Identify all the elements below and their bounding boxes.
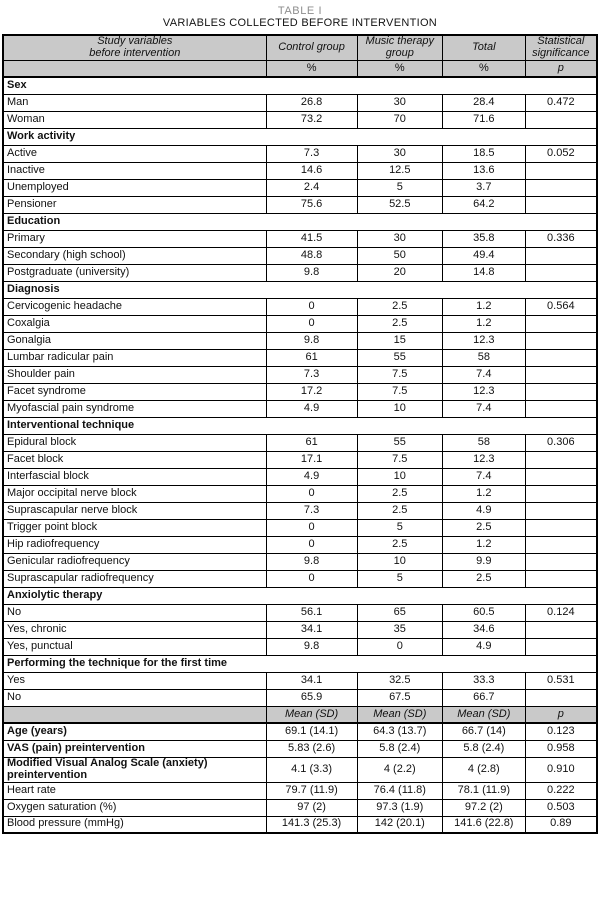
section-header-row (3, 281, 597, 298)
p-value: 0.89 (525, 816, 597, 833)
p-value (525, 366, 597, 383)
music-therapy-value: 7.5 (357, 451, 443, 468)
total-value: 12.3 (443, 383, 526, 400)
music-therapy-value: 35 (357, 621, 443, 638)
p-value (525, 468, 597, 485)
section-title: Anxiolytic therapy (3, 587, 597, 604)
p-value (525, 536, 597, 553)
data-row (3, 315, 597, 332)
p-value: 0.958 (525, 740, 597, 757)
data-row (3, 519, 597, 536)
row-label: Facet syndrome (3, 383, 266, 400)
row-label: Primary (3, 230, 266, 247)
row-label: Yes (3, 672, 266, 689)
column-header-music-therapy-group: Music therapy group (357, 35, 443, 60)
control-group-value: 14.6 (266, 162, 357, 179)
row-label: Myofascial pain syndrome (3, 400, 266, 417)
control-group-value: 0 (266, 298, 357, 315)
music-therapy-value: 2.5 (357, 315, 443, 332)
music-therapy-value: 30 (357, 94, 443, 111)
p-value: 0.472 (525, 94, 597, 111)
music-therapy-value: 142 (20.1) (357, 816, 443, 833)
music-therapy-value: 15 (357, 332, 443, 349)
p-value (525, 247, 597, 264)
total-value: 18.5 (443, 145, 526, 162)
mean-data-row (3, 723, 597, 740)
music-therapy-value: 32.5 (357, 672, 443, 689)
control-group-value: 0 (266, 485, 357, 502)
total-value: 64.2 (443, 196, 526, 213)
data-row (3, 570, 597, 587)
row-label: Epidural block (3, 434, 266, 451)
p-value: 0.336 (525, 230, 597, 247)
music-therapy-value: 70 (357, 111, 443, 128)
column-header-control-group: Control group (266, 35, 357, 60)
total-value: 49.4 (443, 247, 526, 264)
p-value: 0.306 (525, 434, 597, 451)
total-value: 2.5 (443, 519, 526, 536)
total-value: 66.7 (14) (443, 723, 526, 740)
p-value: 0.503 (525, 799, 597, 816)
section-header-row (3, 213, 597, 230)
music-therapy-value: 52.5 (357, 196, 443, 213)
control-group-value: 79.7 (11.9) (266, 782, 357, 799)
row-label: Cervicogenic headache (3, 298, 266, 315)
total-value: 78.1 (11.9) (443, 782, 526, 799)
percent-header-total: % (443, 60, 526, 77)
row-label: Blood pressure (mmHg) (3, 816, 266, 833)
data-row (3, 94, 597, 111)
p-value: 0.910 (525, 757, 597, 782)
section-title: Work activity (3, 128, 597, 145)
music-therapy-value: 12.5 (357, 162, 443, 179)
p-value (525, 264, 597, 281)
row-label: Age (years) (3, 723, 266, 740)
data-row (3, 672, 597, 689)
column-header-statistical-significance: Statistical significance (525, 35, 597, 60)
column-header-total: Total (443, 35, 526, 60)
music-therapy-value: 76.4 (11.8) (357, 782, 443, 799)
section-header-row (3, 417, 597, 434)
row-label: VAS (pain) preintervention (3, 740, 266, 757)
p-value (525, 332, 597, 349)
total-value: 12.3 (443, 451, 526, 468)
control-group-value: 41.5 (266, 230, 357, 247)
p-value: 0.123 (525, 723, 597, 740)
data-row (3, 434, 597, 451)
data-row (3, 298, 597, 315)
total-value: 7.4 (443, 400, 526, 417)
total-value: 7.4 (443, 468, 526, 485)
music-therapy-value: 7.5 (357, 383, 443, 400)
column-header-variables-line1: Study variables (97, 35, 173, 47)
music-therapy-value: 55 (357, 434, 443, 451)
control-group-value: 34.1 (266, 621, 357, 638)
total-value: 66.7 (443, 689, 526, 706)
music-therapy-value: 50 (357, 247, 443, 264)
mean-subheader-empty-cell (3, 706, 266, 723)
music-therapy-value: 5 (357, 519, 443, 536)
total-value: 7.4 (443, 366, 526, 383)
control-group-value: 4.9 (266, 400, 357, 417)
data-row (3, 536, 597, 553)
row-label: Trigger point block (3, 519, 266, 536)
section-header-row (3, 77, 597, 94)
data-row (3, 553, 597, 570)
row-label: Modified Visual Analog Scale (anxiety) preintervention (3, 757, 266, 782)
music-therapy-value: 5 (357, 179, 443, 196)
music-therapy-value: 4 (2.2) (357, 757, 443, 782)
data-row (3, 621, 597, 638)
data-row (3, 604, 597, 621)
data-row (3, 349, 597, 366)
row-label: Oxygen saturation (%) (3, 799, 266, 816)
p-value: 0.124 (525, 604, 597, 621)
p-value (525, 689, 597, 706)
p-value: 0.564 (525, 298, 597, 315)
data-row (3, 468, 597, 485)
control-group-value: 9.8 (266, 638, 357, 655)
row-label: Interfascial block (3, 468, 266, 485)
p-value (525, 162, 597, 179)
mean-subheader-row (3, 706, 597, 723)
row-label: Secondary (high school) (3, 247, 266, 264)
data-row (3, 451, 597, 468)
row-label: Genicular radiofrequency (3, 553, 266, 570)
control-group-value: 56.1 (266, 604, 357, 621)
total-value: 4.9 (443, 638, 526, 655)
control-group-value: 61 (266, 349, 357, 366)
music-therapy-value: 65 (357, 604, 443, 621)
control-group-value: 61 (266, 434, 357, 451)
percent-header-music: % (357, 60, 443, 77)
percent-subheader-row (3, 60, 597, 77)
control-group-value: 17.2 (266, 383, 357, 400)
p-value (525, 179, 597, 196)
percent-subheader-empty-cell (3, 60, 266, 77)
mean-data-row (3, 816, 597, 833)
data-row (3, 366, 597, 383)
mean-data-row (3, 799, 597, 816)
row-label: Active (3, 145, 266, 162)
music-therapy-value: 2.5 (357, 536, 443, 553)
row-label: Suprascapular nerve block (3, 502, 266, 519)
total-value: 33.3 (443, 672, 526, 689)
data-row (3, 502, 597, 519)
section-title: Interventional technique (3, 417, 597, 434)
mean-data-row (3, 782, 597, 799)
control-group-value: 9.8 (266, 332, 357, 349)
music-therapy-value: 55 (357, 349, 443, 366)
p-value (525, 638, 597, 655)
column-header-row (3, 35, 597, 60)
control-group-value: 0 (266, 570, 357, 587)
music-therapy-value: 2.5 (357, 485, 443, 502)
percent-header-control: % (266, 60, 357, 77)
control-group-value: 4.1 (3.3) (266, 757, 357, 782)
data-row (3, 638, 597, 655)
total-value: 71.6 (443, 111, 526, 128)
total-value: 34.6 (443, 621, 526, 638)
control-group-value: 69.1 (14.1) (266, 723, 357, 740)
control-group-value: 7.3 (266, 366, 357, 383)
mean-data-row (3, 757, 597, 782)
total-value: 12.3 (443, 332, 526, 349)
p-column-header: p (525, 60, 597, 77)
p-value (525, 315, 597, 332)
control-group-value: 65.9 (266, 689, 357, 706)
row-label: Pensioner (3, 196, 266, 213)
data-row (3, 162, 597, 179)
data-row (3, 264, 597, 281)
row-label: Suprascapular radiofrequency (3, 570, 266, 587)
total-value: 1.2 (443, 485, 526, 502)
section-title: Education (3, 213, 597, 230)
control-group-value: 5.83 (2.6) (266, 740, 357, 757)
variables-table (2, 34, 598, 834)
table-number-title: TABLE I (277, 5, 323, 17)
p-value (525, 621, 597, 638)
row-label: Man (3, 94, 266, 111)
control-group-value: 7.3 (266, 145, 357, 162)
total-value: 1.2 (443, 536, 526, 553)
total-value: 60.5 (443, 604, 526, 621)
total-value: 97.2 (2) (443, 799, 526, 816)
total-value: 58 (443, 349, 526, 366)
data-row (3, 400, 597, 417)
p-value: 0.052 (525, 145, 597, 162)
total-value: 1.2 (443, 315, 526, 332)
row-label: Yes, chronic (3, 621, 266, 638)
control-group-value: 73.2 (266, 111, 357, 128)
control-group-value: 34.1 (266, 672, 357, 689)
control-group-value: 75.6 (266, 196, 357, 213)
row-label: Postgraduate (university) (3, 264, 266, 281)
section-header-row (3, 655, 597, 672)
p-value (525, 349, 597, 366)
total-value: 14.8 (443, 264, 526, 281)
total-value: 9.9 (443, 553, 526, 570)
row-label: Heart rate (3, 782, 266, 799)
data-row (3, 145, 597, 162)
p-value (525, 400, 597, 417)
p-value (525, 383, 597, 400)
data-row (3, 689, 597, 706)
music-therapy-value: 7.5 (357, 366, 443, 383)
music-therapy-value: 30 (357, 230, 443, 247)
row-label: Hip radiofrequency (3, 536, 266, 553)
total-value: 1.2 (443, 298, 526, 315)
control-group-value: 2.4 (266, 179, 357, 196)
music-therapy-value: 64.3 (13.7) (357, 723, 443, 740)
control-group-value: 9.8 (266, 553, 357, 570)
section-title: Performing the technique for the first time (3, 655, 597, 672)
music-therapy-value: 10 (357, 553, 443, 570)
row-label: No (3, 604, 266, 621)
total-value: 13.6 (443, 162, 526, 179)
music-therapy-value: 67.5 (357, 689, 443, 706)
music-therapy-value: 5.8 (2.4) (357, 740, 443, 757)
music-therapy-value: 10 (357, 468, 443, 485)
mean-sd-header-music: Mean (SD) (357, 706, 443, 723)
mean-sd-header-total: Mean (SD) (443, 706, 526, 723)
total-value: 4 (2.8) (443, 757, 526, 782)
total-value: 3.7 (443, 179, 526, 196)
p-value: 0.531 (525, 672, 597, 689)
row-label: Coxalgia (3, 315, 266, 332)
row-label: Inactive (3, 162, 266, 179)
p-value (525, 570, 597, 587)
music-therapy-value: 97.3 (1.9) (357, 799, 443, 816)
mean-data-row (3, 740, 597, 757)
p-value (525, 451, 597, 468)
music-therapy-value: 5 (357, 570, 443, 587)
control-group-value: 26.8 (266, 94, 357, 111)
p-value: 0.222 (525, 782, 597, 799)
p-value (525, 553, 597, 570)
control-group-value: 0 (266, 519, 357, 536)
music-therapy-value: 2.5 (357, 502, 443, 519)
total-value: 4.9 (443, 502, 526, 519)
row-label: Lumbar radicular pain (3, 349, 266, 366)
total-value: 2.5 (443, 570, 526, 587)
control-group-value: 0 (266, 536, 357, 553)
music-therapy-value: 30 (357, 145, 443, 162)
table-subtitle: VARIABLES COLLECTED BEFORE INTERVENTION (162, 17, 438, 29)
row-label: Shoulder pain (3, 366, 266, 383)
row-label: Major occipital nerve block (3, 485, 266, 502)
control-group-value: 9.8 (266, 264, 357, 281)
data-row (3, 196, 597, 213)
mean-sd-header-control: Mean (SD) (266, 706, 357, 723)
total-value: 35.8 (443, 230, 526, 247)
p-value (525, 111, 597, 128)
data-row (3, 111, 597, 128)
title-block (2, 5, 598, 30)
p-value (525, 502, 597, 519)
column-header-variables (3, 35, 266, 60)
total-value: 5.8 (2.4) (443, 740, 526, 757)
data-row (3, 230, 597, 247)
total-value: 58 (443, 434, 526, 451)
data-row (3, 247, 597, 264)
p-value (525, 196, 597, 213)
section-header-row (3, 587, 597, 604)
data-row (3, 485, 597, 502)
column-header-variables-line2: before intervention (89, 46, 181, 59)
row-label: Facet block (3, 451, 266, 468)
control-group-value: 97 (2) (266, 799, 357, 816)
row-label: Unemployed (3, 179, 266, 196)
music-therapy-value: 20 (357, 264, 443, 281)
control-group-value: 4.9 (266, 468, 357, 485)
music-therapy-value: 2.5 (357, 298, 443, 315)
row-label: Yes, punctual (3, 638, 266, 655)
p-value (525, 519, 597, 536)
control-group-value: 48.8 (266, 247, 357, 264)
p-column-header: p (525, 706, 597, 723)
section-title: Diagnosis (3, 281, 597, 298)
music-therapy-value: 10 (357, 400, 443, 417)
row-label: Woman (3, 111, 266, 128)
data-row (3, 383, 597, 400)
section-title: Sex (3, 77, 597, 94)
total-value: 141.6 (22.8) (443, 816, 526, 833)
row-label: Gonalgia (3, 332, 266, 349)
control-group-value: 7.3 (266, 502, 357, 519)
music-therapy-value: 0 (357, 638, 443, 655)
p-value (525, 485, 597, 502)
row-label: No (3, 689, 266, 706)
control-group-value: 141.3 (25.3) (266, 816, 357, 833)
control-group-value: 17.1 (266, 451, 357, 468)
total-value: 28.4 (443, 94, 526, 111)
data-row (3, 179, 597, 196)
data-row (3, 332, 597, 349)
control-group-value: 0 (266, 315, 357, 332)
section-header-row (3, 128, 597, 145)
